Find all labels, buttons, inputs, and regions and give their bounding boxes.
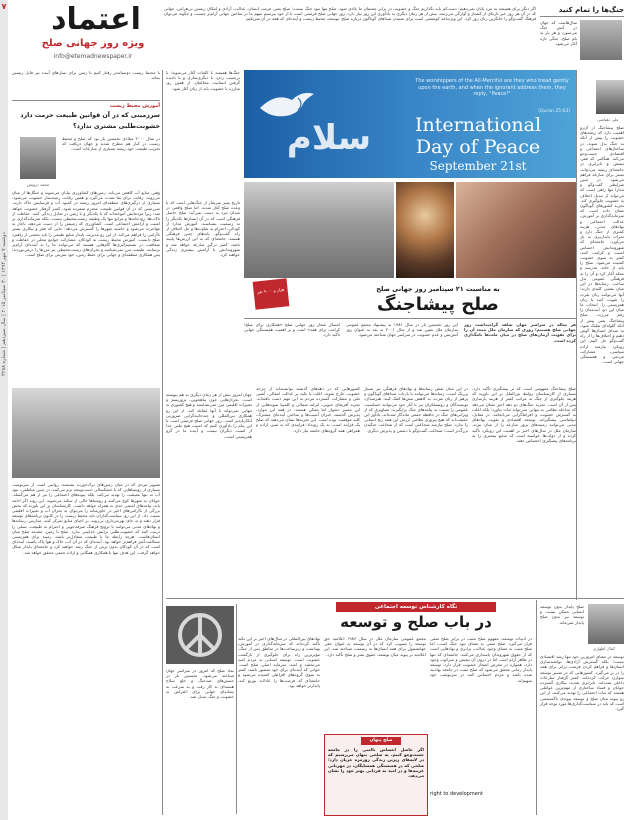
left-kicker: آموزش محیط زیست <box>109 103 160 109</box>
box-text: اگر حاصل احساس ناامنی را در جامعه جست‌وجو کنیم، به صلحی پنهان می‌رسیم که در لایه‌های زیرین زندگی روزمره جریان دارد؛ صلحی که در همبستگی همسایگان، در مهربانی غریبه‌ها و در امید به فردایی بهتر خود را نشان می‌دهد. <box>328 747 424 779</box>
author-photo <box>20 137 56 179</box>
bottom-kicker: نگاه کارشناس توسعه اجتماعی <box>374 604 458 610</box>
masthead-email: info@etemadnewspaper.ir <box>53 53 133 60</box>
page-number: ۷ <box>1 2 7 11</box>
feature-stamp-text: هزار و ۹۰۰۰ نفر <box>256 286 285 295</box>
divider <box>236 604 237 814</box>
left-author-caption: محمد درویش <box>26 182 50 187</box>
bottom-column-2: مجمع عمومی سازمان ملل در سال ۱۹۸۶ اعلامیه حق توسعه را تصویب کرد که در آن توسعه به عنوان حقی جهانشمول برای همه انسان‌ها به رسمیت شناخته شد. این اعلامیه بر پیوند میان توسعه، حقوق بشر و صلح تأکید دارد. <box>324 636 426 657</box>
bottom-column-1: در ادبیات توسعه، مفهوم صلح مثبت در برابر صلح منفی قرار می‌گیرد. صلح منفی به معنای نبود جنگ است، اما صلح مثبت به معنای وجود عدالت، برابری و نهادهایی است که از حقوق شهروندان پاسداری می‌کنند. جامعه‌ای که تنها در ظاهر آرام است اما در درون آن تبعیض و سرکوب وجود دارد، همواره در معرض انفجار خشونت قرار دارد. توسعه پایدار زمانی محقق می‌شود که صلح مثبت در جامعه نهادینه شده باشد و مردم احساس کنند در سرنوشت خود سهیم‌اند. <box>430 636 532 683</box>
feature-lead-text: هر ساله در سراسر جهان شاهد گرامیداشت روز جهانی صلح هستیم؛ روزی که سازمان ملل متحد آن را برای تقویت آرمان‌های صلح در میان ملت‌ها نامگذاری کرده است. <box>464 322 576 343</box>
divider <box>540 16 624 17</box>
feature-kicker: به مناسبت ۲۱ سپتامبر روز جهانی صلح <box>376 285 500 293</box>
desert-photo <box>12 388 160 478</box>
body-column-4: جهان امروز بیش از هر زمان دیگری به هم پیوسته است. بحران‌هایی چون پناهجویی، تروریسم و تغییرات اقلیمی مرز نمی‌شناسند و هیچ کشوری به تنهایی نمی‌تواند با آنها مقابله کند. از این رو همکاری بین‌المللی و چندجانبه‌گرایی ضرورتی انکارناپذیر است. روز جهانی صلح فرصتی است تا این پیام را یادآوری کنیم که امنیت هیچ ملتی جدا از امنیت دیگران نیست و آینده ما در گرو همزیستی است. <box>166 392 252 439</box>
bottom-right-intro: صلح پایدار بدون توسعه انسانی ممکن نیست و توسعه نیز بدون صلح پایدار نمی‌ماند. <box>540 604 584 625</box>
bottom-column-3: نهادهای بین‌المللی در سال‌های اخیر بر این نکته تأکید کرده‌اند که سرمایه‌گذاری در آموزش، بهداشت و زیرساخت‌ها در مناطق پس از جنگ، مؤثرترین راه برای جلوگیری از بازگشت خشونت است. توسعه انسانی به مردم امید می‌بخشد و امید، سرمایه اصلی صلح است. جوانی که آینده‌ای برای خود متصور باشد، کمتر به سوی گروه‌های افراطی کشیده می‌شود و جامعه‌ای که فرصت‌ها را عادلانه توزیع کند، پایدارتر خواهد بود. <box>238 636 320 688</box>
hidden-peace-box <box>324 734 428 816</box>
right-column-text: صلح پیشاجنگ از آن‌رو اهمیت دارد که ریشه‌های خشونت را پیش از آنکه به جنگ بدل شوند، در ساختارهای اجتماعی و اقتصادی جست‌وجو می‌کند. هنگامی که فقر، تبعیض و نابرابری در جامعه‌ای ریشه می‌دواند، بستر برای منازعه فراهم می‌شود. در چنین شرایطی گفت‌وگو و مدارا تنها راهی است که می‌تواند از تبدیل اختلاف به خشونت جلوگیری کند. تجربه کشورهای گوناگون نشان داده است که سرمایه‌گذاری بر آموزش، عدالت اجتماعی و نهادهای مدنی، هزینه کمتری از جنگ دارد و ثمرات پایدارتری به بار می‌آورد. جامعه‌ای که شهروندانش احساس امنیت و کرامت کنند، کمتر به سوی خشونت کشیده می‌شود. صلح را باید از خانه، مدرسه و محله آغاز کرد و آن را به فرهنگی عمومی بدل ساخت. رسانه‌ها در این میان نقشی کلیدی دارند؛ آنها می‌توانند زبان نفرت را تقویت کنند یا زبان همزیستی را. انتخاب ما میان این دو، آینده‌مان را رقم می‌زند. صلح پیشاجنگ یعنی پیش از آنکه گلوله‌ای شلیک شود، به صدای انسان‌ها گوش دهیم و اختلاف‌ها را از راه گفت‌وگو حل کنیم. این رویکرد نیازمند اراده سیاسی، مشارکت مردمی و همبستگی جهانی است. <box>580 125 624 365</box>
right-top-text: سال‌هاست که جهان در آتش جنگ می‌سوزد و هر بار به نام صلح، جنگی تازه آغاز می‌شود. <box>540 20 577 46</box>
divider <box>576 70 577 600</box>
left-top-text: با محیط زیست دوستانه‌تر رفتار کنیم تا زمین برای نسل‌های آینده نیز قابل زیستن بماند. <box>12 70 160 81</box>
author-photo <box>580 20 622 60</box>
body-column-3: کشورهایی که در دهه‌های گذشته توانسته‌اند از چرخه خشونت خارج شوند، اغلب با تکیه بر عدالت انتقالی، آشتی ملی و مشارکت گسترده مردم به این مهم دست یافته‌اند. تجربه آفریقای جنوبی، ایرلند شمالی و کلمبیا نمونه‌هایی از این مسیر دشوار اما ممکن هستند. در همه این موارد، پذیرش گذشته، جبران آسیب‌ها و ساختن آینده‌ای مشترک، کلید موفقیت بوده است. این تجربه‌ها نشان می‌دهند که صلح یک فرایند است، نه یک رویداد؛ فرایندی که به صبر، اراده و همراهی همه گروه‌های جامعه نیاز دارد. <box>256 386 360 433</box>
banner-calligraphy: سلام <box>286 118 372 158</box>
peace-sign-icon <box>166 606 234 664</box>
box-label: صلح پنهان <box>369 738 393 743</box>
divider <box>244 318 576 319</box>
right-top-heading: جنگ‌ها را تمام کنید <box>558 6 624 14</box>
left-article-text-3: تصویر مردی که در میان زمین‌های ترک‌خورده نشسته، روایتی است از سرنوشت بسیاری از روستاهایی که با خشکسالی دست‌وپنجه نرم می‌کنند. در چنین مناطقی، نبود آب نه تنها معیشت را تهدید می‌کند، بلکه پیوندهای اجتماعی را نیز از هم می‌گسلد. جوانان به شهرها کوچ می‌کنند و روستاها خالی از سکنه می‌شوند. این روند اگر ادامه یابد، پیامدهای امنیتی جدی به همراه خواهد داشت. کارشناسان بر این باورند که بخش بزرگی از ناآرامی‌های اخیر در خاورمیانه را می‌توان به بحران آب و تغییرات اقلیمی نسبت داد. از این رو، سیاست‌گذاران باید محیط زیست را در کانون برنامه‌های توسعه قرار دهند و به جای بهره‌برداری بی‌رویه، بر احیای منابع تمرکز کنند. مدارس، رسانه‌ها و نهادهای مدنی می‌توانند با ترویج فرهنگ صرفه‌جویی و احترام به طبیعت، نسلی را تربیت کنند که خشونت‌طلبی برایش جذابیتی ندارد. صلح با زمین، مقدمه صلح میان انسان‌هاست. هرچه رابطه ما با طبیعت متعادل‌تر باشد، زمینه برای همزیستی مسالمت‌آمیز فراهم‌تر خواهد بود. آینده‌ای که در آن آب، خاک و هوا پاک باشند، آینده‌ای است که در آن کودکان بدون ترس از جنگ رشد خواهند کرد و جامعه‌ای پایدار شکل خواهد گرفت. این هدف تنها با همکاری همگانی و اراده جمعی محقق خواهد شد. <box>12 482 160 555</box>
bottom-right-caption: کمال اطهاری <box>592 646 616 651</box>
english-phrase: right to development <box>430 791 483 797</box>
masthead <box>8 3 158 65</box>
middle-left-text-2: تاریخ بشر سرشار از جنگ‌هایی است که با وعده صلح آغاز شدند. اما صلح واقعی در میدان نبرد به دست نمی‌آید؛ صلح حاصل فرهنگی است که در آن انسان‌ها یکدیگر را به رسمیت بشناسند. آموزش مدارا از کودکی، احترام به تفاوت‌ها و حل اختلاف از راه گفت‌وگو، پایه‌های چنین فرهنگی هستند. جامعه‌ای که به این ارزش‌ها پایبند باشد، کمتر درگیر منازعه خواهد شد و شهروندانش با آرامش بیشتری زندگی خواهند کرد. <box>166 200 240 258</box>
author-photo <box>588 604 624 644</box>
bottom-headline: در باب صلح و توسعه <box>340 613 492 631</box>
banner-title-line1: International <box>414 114 542 136</box>
left-article-text-2: وقتی منابع آب کاهش می‌یابد، زمین‌های کشاورزی بیابان می‌شوند و جنگل‌ها از میان می‌روند، رقابت برای بقا شدت می‌گیرد و همین رقابت زمینه‌ساز خشونت می‌شود. بسیاری از درگیری‌های منطقه‌ای امروز ریشه در کمبود آب و فرسایش خاک دارند. سرزمینی که در آن قوانین طبیعت محترم شمرده شود، کمتر گرفتار خشونت خواهد شد؛ زیرا مردمانش آموخته‌اند که با یکدیگر و با زمین در تعادل زندگی کنند. حفاظت از تالاب‌ها، رودخانه‌ها و مراتع تنها یک وظیفه زیست‌محیطی نیست، بلکه سرمایه‌گذاری بر امنیت و آرامش اجتماعی است. کشاورزی که زمینش را از دست می‌دهد، ناچار به مهاجرت می‌شود و حاشیه شهرها را گسترش می‌دهد؛ جایی که فقر و بیکاری بستر ناآرامی را فراهم می‌کند. از این رو مدیریت پایدار منابع طبیعی را باید بخشی از راهبرد صلح دانست. آموزش محیط زیست به کودکان، مشارکت جوامع محلی در حفاظت و شفافیت در تصمیم‌گیری‌ها گام‌هایی هستند که می‌توانند ما را به آینده‌ای آرام‌تر برسانند. طبیعت مرز نمی‌شناسد و بحران‌های زیست‌محیطی نیز مرزها را درمی‌نوردند؛ پس همکاری منطقه‌ای و جهانی برای حفظ زمین، خود تمرینی برای صلح است. <box>12 190 160 258</box>
peace-day-banner <box>244 70 576 178</box>
feature-lead-text-3: امسال شعار روز جهانی صلح «همکاری برای صلح؛ کرامت برای همه» است و بر اهمیت همبستگی جهانی تأکید دارد. <box>244 322 340 338</box>
bottom-kicker-bar <box>336 602 496 612</box>
right-top-photo-caption: علی دهباشی <box>597 117 619 122</box>
banner-title-line2: Day of Peace <box>415 136 541 158</box>
divider <box>166 598 624 599</box>
peace-sign-photo <box>166 606 234 664</box>
left-headline-2: خشونت‌طلبی مشتری ندارد؟ <box>73 123 160 130</box>
divider <box>162 70 163 815</box>
body-column-2: در این میان نقش رسانه‌ها و نهادهای فرهنگی نیز بسیار پررنگ است. رسانه‌ها می‌توانند با بازتاب صداهای گوناگون و پرهیز از زبان نفرت، به کاهش تنش‌ها کمک کنند. هنرمندان، نویسندگان و روشنفکران نیز با آثار خود می‌توانند حساسیت عمومی را نسبت به پیامدهای جنگ برانگیزند. تصاویری که از ویرانی‌های جنگ در حافظه جمعی ماندگار شده‌اند، یادآور این حقیقت‌اند که هیچ پیروزی نظامی ارزش این همه رنج انسانی را ندارد. صلح نیازمند شجاعتی است که از شجاعت جنگیدن بزرگ‌تر است؛ شجاعت گفت‌وگو با دشمن و پذیرش دیگری. <box>364 386 468 433</box>
date-strip-text: دوشنبه ۷ مهر ۱۳۹۴ | ۳۰ سپتامبر ۲۰۱۵ | سال سیزدهم | شماره ۳۲۸۸ <box>1 232 7 376</box>
feature-headline: صلح پیشاجنگ <box>377 294 499 315</box>
divider <box>12 100 160 101</box>
banner-date: September 21st <box>429 159 527 173</box>
left-article-text: در سال ۲۰۰۰ میلادی نخستین بار بود که صلح و محیط زیست در کنار هم مطرح شدند و جهان دریافت که تخریب طبیعت خود ریشه بسیاری از منازعات است. <box>62 136 160 152</box>
feature-lead-text-2: این روز نخستین بار در سال ۱۹۸۱ به پیشنهاد مجمع عمومی سازمان ملل تعیین شد و از سال ۲۰۰۱ به بعد به عنوان روز آتش‌بس و عدم خشونت در سراسر جهان شناخته می‌شود. <box>346 322 458 338</box>
woman-photo <box>596 80 624 114</box>
banner-quote-ref: (Quran 25:63) <box>538 109 570 114</box>
box-label-bar <box>361 737 401 745</box>
mushroom-cloud-photo <box>396 182 454 278</box>
divider <box>536 600 537 815</box>
bottom-column-4: نماد صلح که امروز در سراسر جهان شناخته می‌شود، نخستین بار در جنبش‌های ضدجنگ و خلع سلاح هسته‌ای به کار رفت و به سرعت به نشانه‌ای جهانی برای اعتراض به خشونت و جنگ تبدیل شد. <box>166 668 234 700</box>
middle-left-text: جنگ‌ها همیشه با کلمات آغاز می‌شوند؛ با برچسب زدن، با دیگری‌سازی و با نادیده گرفتن انسانیت مخالفان. از همین رو، مبارزه با خشونت باید از زبان آغاز شود. <box>166 70 240 91</box>
dove-icon <box>258 88 316 122</box>
banner-quote: The worshippers of the All-Merciful are they who tread gently upon the earth, and when the ignorant address them, they reply, "Peace!" <box>415 78 569 97</box>
top-intro-text: اگر دیگر برای همیشه به نبرد پایان نمی‌دهیم؛ دست‌کم باید نگذاریم جنگ و خشونت در برابر چشمان ما عادی شود. صلح تنها نبود جنگ نیست؛ صلح یعنی حرمت انسان، عدالت، آزادی و امکان زیستن بی‌هراس. جهانی که در آن هر روز خبر تازه‌ای از کشتار و آوارگی می‌رسد، بیش از هر زمان دیگری به یادآوری این روز نیاز دارد. روز جهانی صلح فرصتی است تا از خود بپرسیم سهم ما در ساختن جهانی آرام‌تر چیست و چگونه می‌توان فرهنگ گفت‌وگو را جایگزین زبان زور کرد. این ویژه‌نامه کوششی است برای شنیدن صداهای گوناگون درباره صلح، توسعه، محیط زیست و آینده‌ای که همه در آن شریکیم. <box>164 6 536 22</box>
body-column-1: صلح پیشاجنگ مفهومی است که بر پیشگیری تأکید دارد. بسیاری از کارشناسان روابط بین‌الملل بر این باورند که هزینه جلوگیری از جنگ به مراتب کمتر از هزینه بازسازی پس از آن است. تجربه جنگ‌های دو دهه اخیر نشان می‌دهد که مداخله نظامی به تنهایی نمی‌تواند ثبات بیاورد؛ بلکه اغلب به گسترش خشونت و افراط‌گرایی می‌انجامد. در مقابل، دیپلماسی پیشگیرانه، توسعه اقتصادی و تقویت نهادهای مدنی می‌توانند زمینه‌های بروز منازعه را از میان ببرند. سازمان ملل در سال‌های اخیر بر اهمیت این رویکرد تأکید کرده و از دولت‌ها خواسته است که منابع بیشتری را به برنامه‌های پیشگیری اختصاص دهند. <box>472 386 576 444</box>
bottom-right-column: توسعه در معنای امروزین خود تنها رشد اقتصادی نیست؛ بلکه گسترش آزادی‌ها، توانمندسازی انسان‌ها و فراهم کردن فرصت برابر برای همه را در بر می‌گیرد. کشورهایی که در مسیر توسعه متوازن حرکت کرده‌اند، کمتر گرفتار منازعات داخلی شده‌اند. نابرابری شدید، بیکاری گسترده جوانان و فساد ساختاری از مهم‌ترین عواملی هستند که ثبات اجتماعی را تهدید می‌کنند. از این رو پیوند میان صلح و توسعه پیوندی ناگسستنی است که باید در سیاست‌گذاری‌ها مورد توجه قرار گیرد. <box>540 654 624 712</box>
wounded-girl-photo <box>456 182 576 278</box>
left-headline: سرزمینی که در آن قوانین طبیعت حرمت دارد <box>20 112 160 119</box>
war-ruins-photo <box>244 182 394 278</box>
masthead-subtitle: ویژه روز جهانی صلح <box>41 38 145 49</box>
masthead-logo: اعتماد <box>51 2 141 37</box>
feature-stamp <box>253 278 290 309</box>
